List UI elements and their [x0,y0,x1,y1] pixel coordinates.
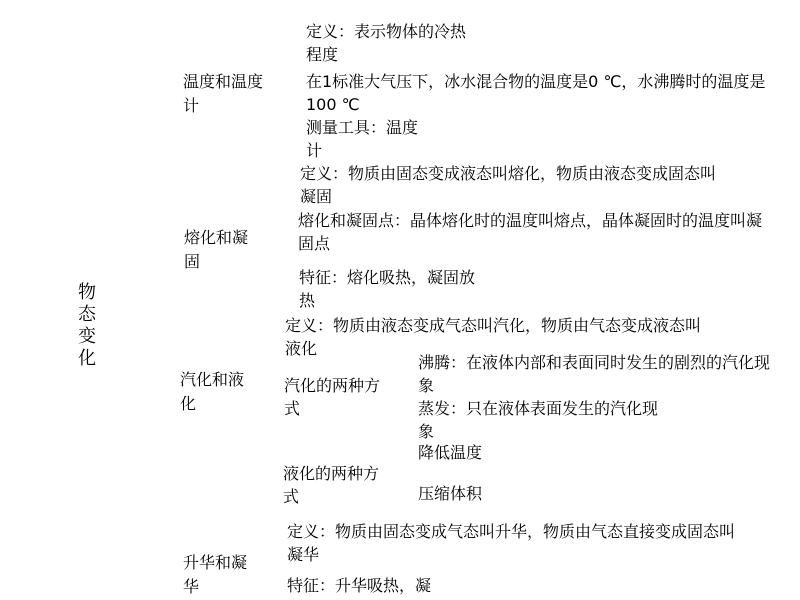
temperature-tool: 测量工具：温度计 [306,118,419,160]
melting-feature: 特征：熔化吸热，凝固放热 [299,268,476,310]
evaporation: 蒸发：只在液体表面发生的汽化现象 [418,399,659,441]
sublimation-feature: 特征：升华吸热，凝 [287,576,432,595]
category-temperature: 温度和温度计 [183,72,264,115]
sublimation-definition: 定义：物质由固态变成气态叫升华，物质由气态直接变成固态叫凝华 [287,522,736,564]
vaporization-definition: 定义：物质由液态变成气态叫汽化，物质由气态变成液态叫液化 [285,316,702,358]
category-melting: 熔化和凝固 [184,228,249,271]
temperature-fact: 在1标准大气压下，冰水混合物的温度是0 ℃，水沸腾时的温度是100 ℃ [306,72,766,114]
root-topic: 物态变化 [78,282,96,369]
vaporization-ways-title: 汽化的两种方式 [284,376,381,418]
liquefaction-ways-title: 液化的两种方式 [283,464,380,506]
category-vaporization: 汽化和液化 [180,370,245,413]
temperature-definition: 定义：表示物体的冷热程度 [306,22,467,64]
boiling: 沸腾：在液体内部和表面同时发生的剧烈的汽化现象 [418,353,771,395]
lower-temperature: 降低温度 [418,443,483,462]
melting-points: 熔化和凝固点：晶体熔化时的温度叫熔点，晶体凝固时的温度叫凝固点 [298,211,763,253]
compress-volume: 压缩体积 [418,484,483,503]
melting-definition: 定义：物质由固态变成液态叫熔化，物质由液态变成固态叫凝固 [300,164,717,206]
category-sublimation: 升华和凝华 [183,553,248,596]
